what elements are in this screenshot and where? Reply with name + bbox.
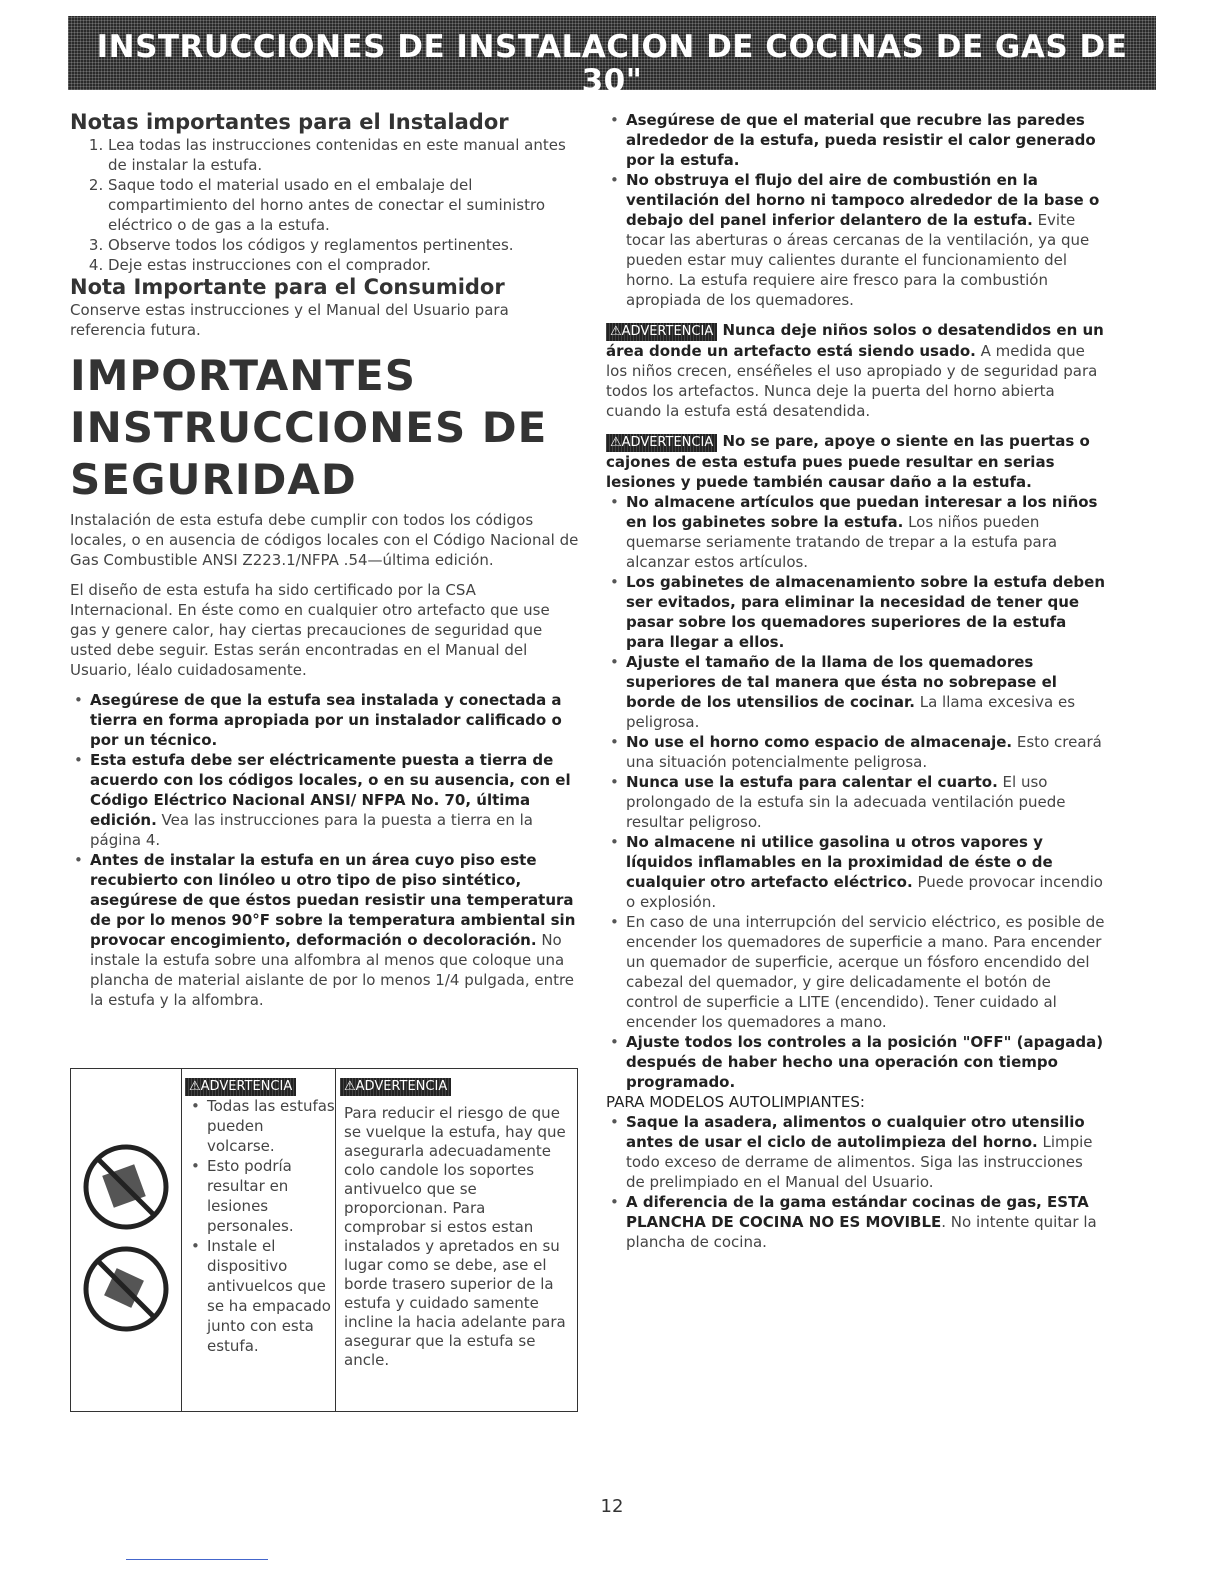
tip-over-warning-box [70, 1068, 578, 1412]
warning-list [181, 1096, 335, 1356]
warning-label: ⚠ADVERTENCIA [606, 434, 717, 452]
intro-paragraph: Instalación de esta estufa debe cumplir con todos los códigos locales, o en ausencia de códigos locales con el Código Nacional de Gas Combustible ANSI Z223.1/NFPA .54—última edición. [70, 511, 579, 569]
safety-title-line: IMPORTANTES [70, 351, 416, 400]
right-bullets-2 [606, 492, 1106, 1092]
warning-label: ⚠ADVERTENCIA [340, 1078, 451, 1096]
note-item: 4. Deje estas instrucciones con el comprador. [108, 255, 580, 275]
warning-children: ⚠ADVERTENCIA Nunca deje niños solos o desatendidos en un área donde un artefacto está siendo usado. A medida que los niños crecen, enséñeles el uso apropiado y de seguridad para todos los artefactos. Nunca deje la puerta del horno abierta cuando la estufa está desatendida. [606, 321, 1104, 420]
footer-line [126, 1559, 268, 1560]
bullet-item: • No almacene ni utilice gasolina u otros vapores y líquidos inflamables en la proximidad de éste o de cualquier otro artefacto eléctrico. Puede provocar incendio o explosión. [606, 832, 1106, 912]
bullet-item: • Esta estufa debe ser eléctricamente puesta a tierra de acuerdo con los códigos locales, o en su ausencia, con el Código Eléctrico Nacional ANSI/ NFPA No. 70, última edición. Vea las instrucciones para la puesta a tierra en la página 4. [70, 750, 580, 850]
consumer-text: Conserve estas instrucciones y el Manual del Usuario para referencia futura. [70, 301, 509, 339]
anti-tip-text: Para reducir el riesgo de que se vuelque la estufa, hay que asegurarla adecuadamente colo candole los soportes antivuelco que se proporcionan. Para comprobar si estos estan instalados y apretados en su lugar como se debe, ase el borde trasero superior de la estufa y cuidado samente incline la hacia adelante para asegurar que la estufa se ancle. [344, 1104, 566, 1369]
safety-title [70, 350, 580, 506]
consumer-heading: Nota Importante para el Consumidor [70, 275, 505, 299]
note-item: 2. Saque todo el material usado en el embalaje del compartimiento del horno antes de conectar el suministro eléctrico o de gas a la estufa. [108, 175, 580, 235]
warning-label: ⚠ADVERTENCIA [185, 1078, 296, 1096]
note-item: 3. Observe todos los códigos y reglamentos pertinentes. [108, 235, 580, 255]
bullet-item: • Antes de instalar la estufa en un área cuyo piso este recubierto con linóleo u otro tipo de piso sintético, asegúrese de que éstos puedan resistir una temperatura de por lo menos 90°F sobre la temperatura ambiental sin provocar encogimiento, deformación o decoloración. No instale la estufa sobre una alfombra al menos que coloque una plancha de material aislante de por lo menos 1/4 pulgada, entre la estufa y la alfombra. [70, 850, 580, 1010]
warning-column-1 [181, 1069, 336, 1411]
bullet-item: • Asegúrese de que la estufa sea instalada y conectada a tierra en forma apropiada por un instalador calificado o por un técnico. [70, 690, 580, 750]
tip-over-icon [71, 1069, 181, 1411]
bullet-item: • Los gabinetes de almacenamiento sobre la estufa deben ser evitados, para eliminar la necesidad de tener que pasar sobre los quemadores superiores de la estufa para llegar a ellos. [606, 572, 1106, 652]
csa-paragraph: El diseño de esta estufa ha sido certificado por la CSA Internacional. En éste como en cualquier otro artefacto que use gas y genere calor, hay ciertas precauciones de seguridad que usted debe seguir. Estas serán encontradas en el Manual del Usuario, léalo cuidadosamente. [70, 581, 550, 679]
installer-heading: Notas importantes para el Instalador [70, 110, 509, 134]
bullet-item: • En caso de una interrupción del servicio eléctrico, es posible de encender los quemadores de superficie a mano. Para encender un quemador de superficie, acerque un fósforo encendido del cabezal del quemador, y gire delicadamente el botón de control de superficie a LITE (encendido). Tener cuidado al encender los quemadores a mano. [606, 912, 1106, 1032]
warning-item: • Esto podría resultar en lesiones personales. [187, 1156, 335, 1236]
right-bullets-1 [606, 110, 1106, 310]
installer-notes [70, 135, 580, 275]
bullet-item: • A diferencia de la gama estándar cocinas de gas, ESTA PLANCHA DE COCINA NO ES MOVIBLE. No intente quitar la plancha de cocina. [606, 1192, 1106, 1252]
safety-title-line: SEGURIDAD [70, 455, 357, 504]
self-clean-heading: PARA MODELOS AUTOLIMPIANTES: [606, 1093, 865, 1111]
right-column [606, 110, 1106, 1252]
bullet-item: • Saque la asadera, alimentos o cualquier otro utensilio antes de usar el ciclo de autolimpieza del horno. Limpie todo exceso de derrame de alimentos. Siga las instrucciones de prelimpiado en el Manual del Usuario. [606, 1112, 1106, 1192]
bullet-item: • Asegúrese de que el material que recubre las paredes alrededor de la estufa, pueda resistir el calor generado por la estufa. [606, 110, 1106, 170]
warning-label: ⚠ADVERTENCIA [606, 323, 717, 341]
right-bullets-3 [606, 1112, 1106, 1252]
warning-item: • Todas las estufas pueden volcarse. [187, 1096, 335, 1156]
bullet-item: • No almacene artículos que puedan interesar a los niños en los gabinetes sobre la estufa. Los niños pueden quemarse seriamente tratando de trepar a la estufa para alcanzar estos artículos. [606, 492, 1106, 572]
bullet-item: • No use el horno como espacio de almacenaje. Esto creará una situación potencialmente peligrosa. [606, 732, 1106, 772]
bullet-item: • Ajuste todos los controles a la posición "OFF" (apagada) después de haber hecho una operación con tiempo programado. [606, 1032, 1106, 1092]
warning-icons [71, 1069, 182, 1411]
banner-title: INSTRUCCIONES DE INSTALACION DE COCINAS DE GAS DE 30" [96, 29, 1128, 99]
warning-column-2 [336, 1069, 576, 1411]
left-column [70, 110, 580, 1010]
warning-doors: ⚠ADVERTENCIA No se pare, apoye o siente en las puertas o cajones de esta estufa pues puede resultar en serias lesiones y puede también causar daño a la estufa. [606, 432, 1090, 491]
bullet-item: • Ajuste el tamaño de la llama de los quemadores superiores de tal manera que ésta no sobrepase el borde de los utensilios de cocinar. La llama excesiva es peligrosa. [606, 652, 1106, 732]
note-item: 1. Lea todas las instrucciones contenidas en este manual antes de instalar la estufa. [108, 135, 580, 175]
warning-item: • Instale el dispositivo antivuelcos que se ha empacado junto con esta estufa. [187, 1236, 335, 1356]
left-bullets [70, 690, 580, 1010]
bullet-item: • Nunca use la estufa para calentar el cuarto. El uso prolongado de la estufa sin la adecuada ventilación puede resultar peligroso. [606, 772, 1106, 832]
page-number: 12 [600, 1496, 624, 1517]
bullet-item: • No obstruya el flujo del aire de combustión en la ventilación del horno ni tampoco alrededor de la base o debajo del panel inferior delantero de la estufa. Evite tocar las aberturas o áreas cercanas de la ventilación, ya que pueden estar muy calientes durante el funcionamiento del horno. La estufa requiere aire fresco para la combustión apropiada de los quemadores. [606, 170, 1106, 310]
banner-subtitle: (Modelos con quemadores sellados) [432, 98, 792, 122]
safety-title-line: INSTRUCCIONES DE [70, 403, 548, 452]
